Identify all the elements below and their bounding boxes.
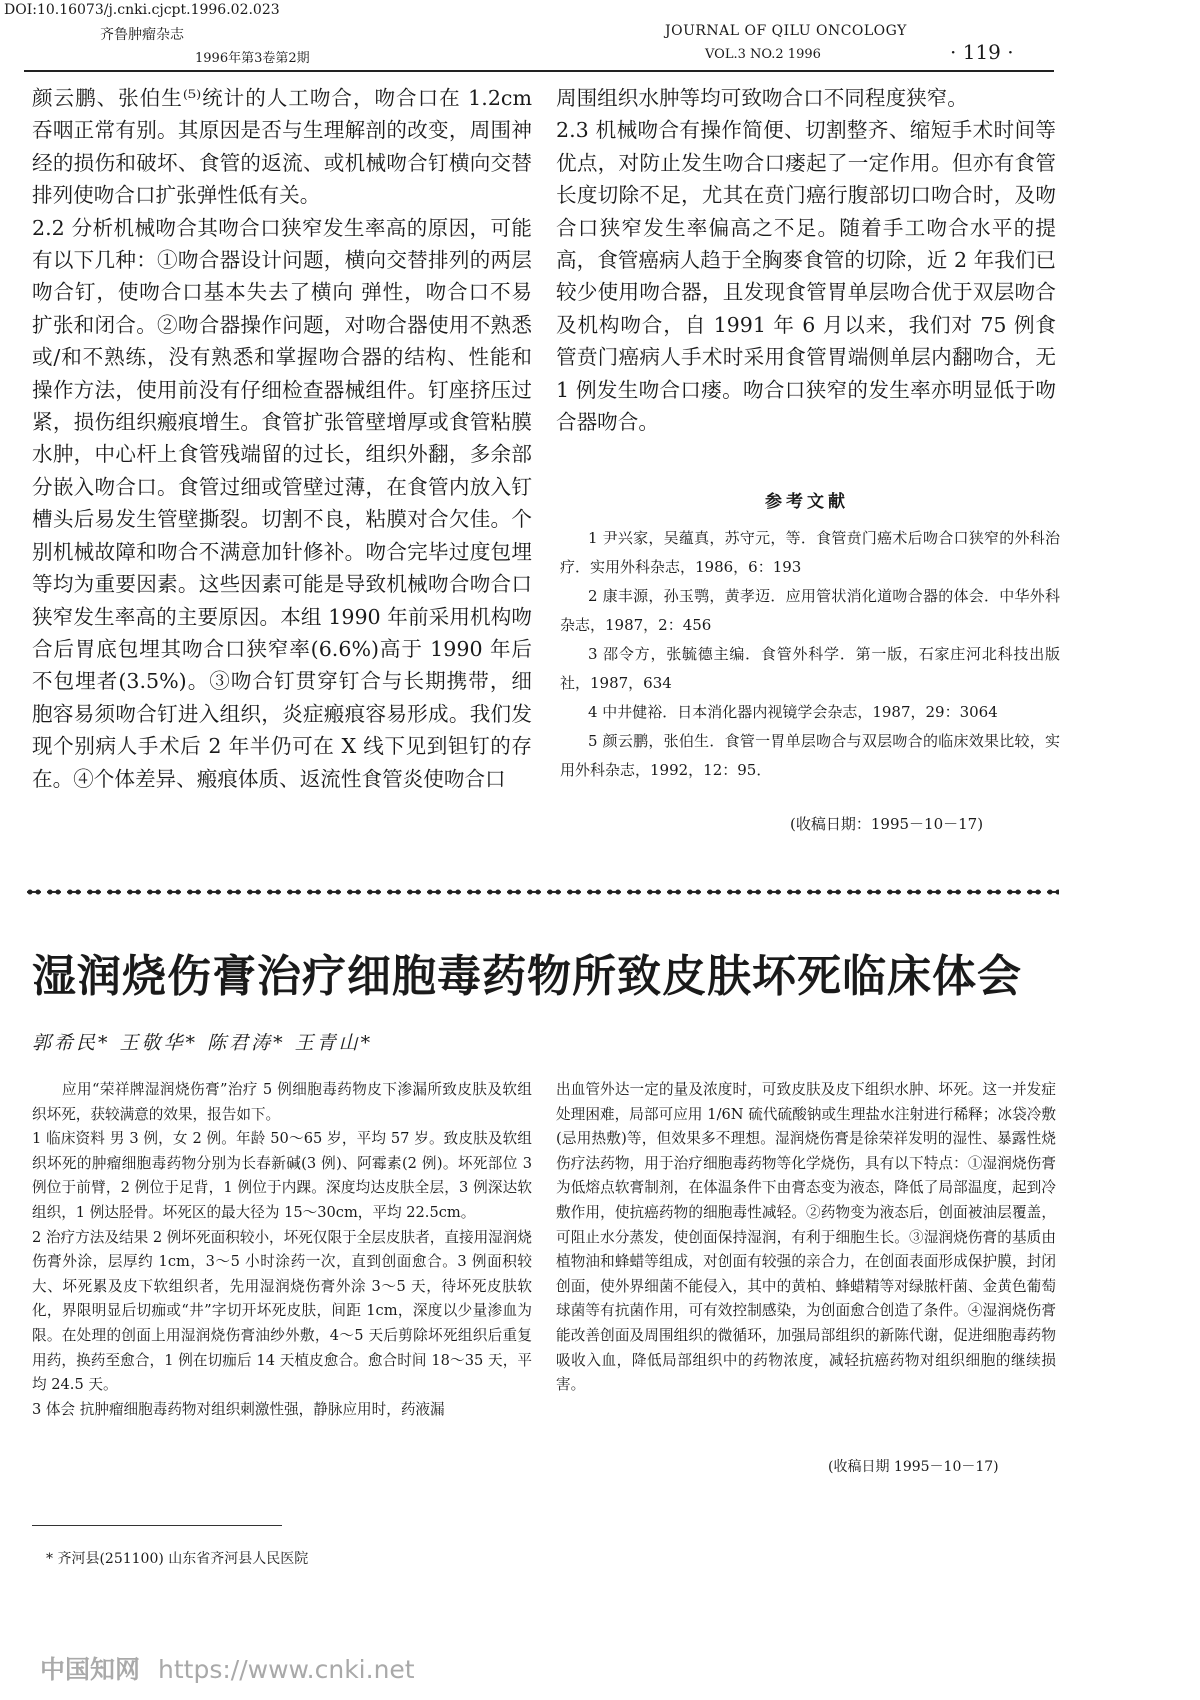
footnote-rule (32, 1525, 282, 1526)
references-list (560, 524, 1060, 785)
prev-paragraph: 颜云鹏、张伯生⁽⁵⁾统计的人工吻合，吻合口在 1.2cm 吞咽正常有别。其原因是否与生理解剖的改变，周围神经的损伤和破坏、食管的返流、或机械吻合钉横向交替排列使吻合口扩张弹性低有关。 (32, 86, 532, 208)
article-right-column (556, 1078, 1056, 1398)
prev-article-right-column (556, 82, 1056, 438)
reference-item: 4 中井健裕．日本消化器内视镜学会杂志，1987，29：3064 (588, 703, 998, 721)
reference-item: 5 颜云鹏，张伯生．食管一胃单层吻合与双层吻合的临床效果比较，实用外科杂志，1992，12：95． (560, 732, 1060, 779)
reference-item: 2 康丰源，孙玉鹗，黄孝迈．应用管状消化道吻合器的体会．中华外科杂志，1987，2：456 (560, 587, 1060, 634)
article-left-column (32, 1078, 532, 1422)
article-authors: 郭希民* 王敬华* 陈君涛* 王青山* (32, 1032, 374, 1054)
header-rule (24, 70, 1054, 72)
issue-en: VOL.3 NO.2 1996 (705, 47, 821, 62)
watermark-url: https://www.cnki.net (158, 1655, 415, 1684)
references-heading: 参考文献 (765, 492, 849, 512)
ornamental-divider (24, 885, 1059, 899)
issue-cn: 1996年第3卷第2期 (195, 51, 310, 66)
reference-item: 1 尹兴家，吴蕴真，苏守元，等．食管贲门癌术后吻合口狭窄的外科治疗．实用外科杂志，1986，6：193 (560, 529, 1060, 576)
article-paragraph: 出血管外达一定的量及浓度时，可致皮肤及皮下组织水肿、坏死。这一并发症处理困难，局部可应用 1/6N 硫代硫酸钠或生理盐水注射进行稀释；冰袋冷敷(忌用热敷)等，但效果多不理想。湿润烧伤膏是徐荣祥发明的湿性、暴露性烧伤疗法药物，用于治疗细胞毒药物等化学烧伤，具有以下特点：①湿润烧伤膏为低熔点软膏制剂，在体温条件下由膏态变为液态，降低了局部温度，起到冷敷作用，使抗癌药物的细胞毒性减轻。②药物变为液态后，创面被油层覆盖，可阻止水分蒸发，使创面保持湿润，有利于细胞生长。③湿润烧伤膏的基质由植物油和蜂蜡等组成，对创面有较强的亲合力，在创面表面形成保护膜，封闭创面，使外界细菌不能侵入，其中的黄柏、蜂蜡精等对绿脓杆菌、金黄色葡萄球菌等有抗菌作用，可有效控制感染，为创面愈合创造了条件。④湿润烧伤膏能改善创面及周围组织的微循环，加强局部组织的新陈代谢，促进细胞毒药物吸收入血，降低局部组织中的药物浓度，减轻抗癌药物对组织细胞的继续损害。 (556, 1081, 1056, 1394)
prev-paragraph: 2.2 分析机械吻合其吻合口狭窄发生率高的原因，可能有以下几种：①吻合器设计问题，横向交替排列的两层吻合钉，使吻合口基本失去了横向 弹性，吻合口不易扩张和闭合。②吻合器操作问题，对吻合器使用不熟悉或/和不熟练，没有熟悉和掌握吻合器的结构、性能和操作方法，使用前没有仔细检查器械组件。钉座挤压过紧，损伤组织瘢痕增生。食管扩张管壁增厚或食管粘膜水肿，中心杆上食管残端留的过长，组织外翻，多余部分嵌入吻合口。食管过细或管壁过薄，在食管内放入钉槽头后易发生管壁撕裂。切割不良，粘膜对合欠佳。个别机械故障和吻合不满意加针修补。吻合完毕过度包埋等均为重要因素。这些因素可能是导致机械吻合吻合口狭窄发生率高的主要原因。本组 1990 年前采用机构吻合后胃底包埋其吻合口狭窄率(6.6%)高于 1990 年后不包埋者(3.5%)。③吻合钉贯穿钉合与长期携带，细胞容易须吻合钉进入组织，炎症瘢痕容易形成。我们发现个别病人手术后 2 年半仍可在 X 线下见到钽钉的存在。④个体差异、瘢痕体质、返流性食管炎使吻合口 (32, 215, 532, 791)
article-received-date: (收稿日期 1995－10－17) (828, 1459, 999, 1475)
watermark-cnki-logo-text: 中国知网 (40, 1655, 141, 1684)
cnki-watermark (40, 1650, 415, 1686)
doi-label: DOI:10.16073/j.cnki.cjcpt.1996.02.023 (4, 2, 280, 18)
article-title: 湿润烧伤膏治疗细胞毒药物所致皮肤坏死临床体会 (32, 951, 1022, 1002)
journal-name-en: JOURNAL OF QILU ONCOLOGY (665, 23, 907, 39)
reference-item: 3 邵令方，张毓德主编．食管外科学．第一版，石家庄河北科技出版社，1987，634 (560, 645, 1060, 692)
prev-article-left-column (32, 82, 532, 795)
author-affiliation-footnote: * 齐河县(251100) 山东省齐河县人民医院 (46, 1551, 309, 1567)
received-date: (收稿日期：1995－10－17) (790, 815, 984, 833)
article-paragraph: 应用“荣祥牌湿润烧伤膏”治疗 5 例细胞毒药物皮下渗漏所致皮肤及软组织坏死，获较满意的效果，报告如下。 (32, 1081, 532, 1123)
prev-paragraph: 周围组织水肿等均可致吻合口不同程度狭窄。 (556, 86, 968, 110)
article-paragraph: 2 治疗方法及结果 2 例坏死面积较小，坏死仅限于全层皮肤者，直接用湿润烧伤膏外涂，层厚约 1cm，3～5 小时涂药一次，直到创面愈合。3 例面积较大、坏死累及皮下软组织者，先用湿润烧伤膏外涂 3～5 天，待坏死皮肤软化，界限明显后切痂或“井”字切开坏死皮肤，间距 1cm，深度以少量渗血为限。在处理的创面上用湿润烧伤膏油纱外敷，4～5 天后剪除坏死组织后重复用药，换药至愈合，1 例在切痂后 14 天植皮愈合。愈合时间 18～35 天，平均 24.5 天。 (32, 1228, 532, 1394)
journal-name-cn: 齐鲁肿瘤杂志 (100, 27, 184, 43)
prev-paragraph: 2.3 机械吻合有操作简便、切割整齐、缩短手术时间等优点，对防止发生吻合口瘘起了一定作用。但亦有食管长度切除不足，尤其在贲门癌行腹部切口吻合时，及吻合口狭窄发生率偏高之不足。随着手工吻合水平的提高，食管癌病人趋于全胸麥食管的切除，近 2 年我们已较少使用吻合器，且发现食管胃单层吻合优于双层吻合及机构吻合，自 1991 年 6 月以来，我们对 75 例食管贲门癌病人手术时采用食管胃端侧单层内翻吻合，无 1 例发生吻合口瘘。吻合口狭窄的发生率亦明显低于吻合器吻合。 (556, 118, 1056, 435)
page-number: · 119 · (950, 40, 1014, 64)
article-paragraph: 3 体会 抗肿瘤细胞毒药物对组织刺激性强，静脉应用时，药液漏 (32, 1400, 445, 1418)
article-paragraph: 1 临床资料 男 3 例，女 2 例。年龄 50～65 岁，平均 57 岁。致皮肤及软组织坏死的肿瘤细胞毒药物分别为长春新碱(3 例)、阿霉素(2 例)。坏死部位 3 例位于前臂，2 例位于足背，1 例位于内踝。深度均达皮肤全层，3 例深达软组织，1 例达胫骨。坏死区的最大径为 15～30cm，平均 22.5cm。 (32, 1130, 532, 1221)
